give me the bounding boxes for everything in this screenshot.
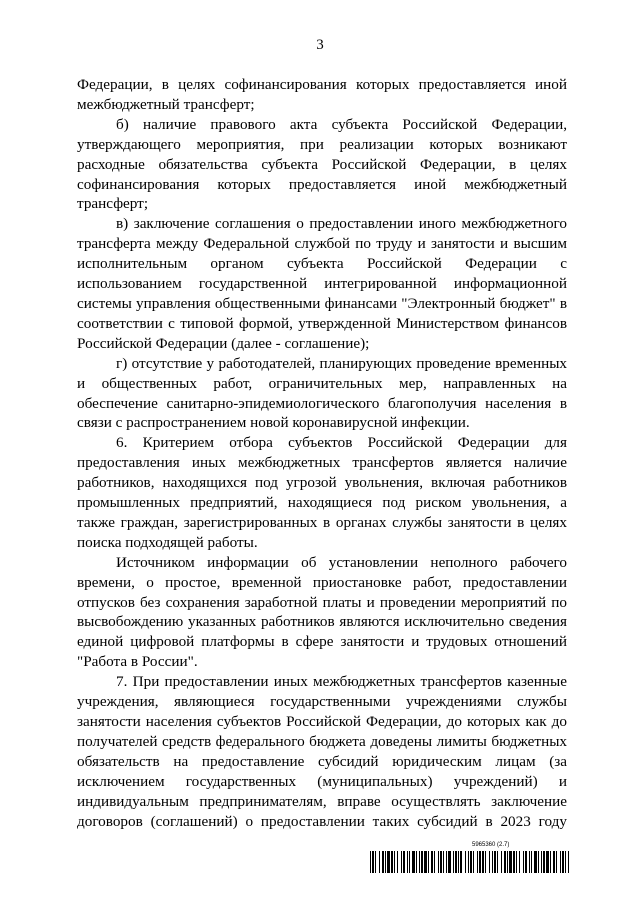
barcode-bar xyxy=(421,851,423,873)
barcode-bar xyxy=(458,851,459,873)
barcode-bar xyxy=(516,851,517,873)
barcode-bar xyxy=(504,851,506,873)
barcode-bar xyxy=(553,851,555,873)
barcode-bar xyxy=(397,851,398,873)
barcode-bar xyxy=(446,851,447,873)
barcode-bar xyxy=(538,851,539,873)
barcode-bar xyxy=(519,851,520,873)
barcode-bar xyxy=(375,851,376,873)
barcode-bar xyxy=(550,851,551,873)
paragraph-information-source: Источником информации об установлении неполного рабочего времени, о простое, временной приостановке работ, предоставлении отпусков без сохранения заработной платы и проведении мероприятий по высвобождению указанных работников являются исключительно сведения единой цифровой платформы в сфере занятости и трудовых отношений "Работа в России". xyxy=(77,553,567,671)
paragraph-v: в) заключение соглашения о предоставлении иного межбюджетного трансферта между Федеральной службой по труду и занятости и высшим исполнительным органом субъекта Российской Федерации с использованием государственной интегрированной информационной системы управления общественными финансами "Электронный бюджет" в соответствии с типовой формой, утвержденной Министерством финансов Российской Федерации (далее - соглашение); xyxy=(77,215,567,352)
barcode-bar xyxy=(448,851,451,873)
barcode-bar xyxy=(416,851,417,873)
barcode-bar xyxy=(507,851,508,873)
barcode-bar xyxy=(485,851,486,873)
barcode-bar xyxy=(443,851,444,873)
paragraph-continuation: Федерации, в целях софинансирования которых предоставляется иной межбюджетный трансферт; xyxy=(77,76,567,113)
barcode-bar xyxy=(523,851,524,873)
barcode-bar xyxy=(403,851,405,873)
barcode-bar xyxy=(379,851,380,873)
barcode-bar xyxy=(385,851,386,873)
barcode-bar xyxy=(391,851,393,873)
barcode-bar xyxy=(568,851,569,873)
barcode-bar xyxy=(424,851,427,873)
barcode-bar xyxy=(482,851,484,873)
barcode-bar xyxy=(534,851,537,873)
barcode-bar xyxy=(394,851,395,873)
barcode-bar xyxy=(509,851,512,873)
barcode-bar xyxy=(401,851,402,873)
barcode-bar xyxy=(565,851,566,873)
barcode-bar xyxy=(412,851,415,873)
barcode-image xyxy=(370,851,570,873)
barcode-bar xyxy=(465,851,466,873)
paragraph-g: г) отсутствие у работодателей, планирующих проведение временных и общественных работ, ограничительных мер, направленных на обеспечение санитарно-эпидемиологического благополучия населения в связи с распространением новой коронавирусной инфекции. xyxy=(77,354,567,432)
barcode-bar xyxy=(372,851,374,873)
barcode-bar xyxy=(370,851,371,873)
barcode-bar xyxy=(479,851,481,873)
barcode-bar xyxy=(541,851,542,873)
barcode-bar xyxy=(497,851,498,873)
barcode-bar xyxy=(513,851,515,873)
barcode-bar xyxy=(556,851,557,873)
barcode-bar xyxy=(382,851,384,873)
barcode-bar xyxy=(453,851,454,873)
barcode-bar xyxy=(455,851,457,873)
barcode-bar xyxy=(562,851,564,873)
document-body xyxy=(77,75,567,831)
barcode-bar xyxy=(438,851,439,873)
barcode-bar xyxy=(460,851,462,873)
barcode-bar xyxy=(409,851,410,873)
barcode-bar xyxy=(440,851,442,873)
barcode-bar xyxy=(468,851,469,873)
paragraph-7: 7. При предоставлении иных межбюджетных трансфертов казенные учреждения, являющиеся государственными учреждениями службы занятости населения субъектов Российской Федерации, до которых как до получателей средств федерального бюджета доведены лимиты бюджетных обязательств на предоставление субсидий юридическим лицам (за исключением государственных (муниципальных) учреждений) и индивидуальным предпринимателям, вправе осуществлять заключение договоров (соглашений) о предоставлении таких субсидий в 2023 году xyxy=(77,673,567,830)
barcode-bar xyxy=(529,851,530,873)
barcode-bar xyxy=(477,851,478,873)
barcode-bar xyxy=(387,851,390,873)
barcode-bar xyxy=(531,851,532,873)
barcode-bar xyxy=(501,851,502,873)
barcode-bar xyxy=(407,851,408,873)
paragraph-b: б) наличие правового акта субъекта Российской Федерации, утверждающего мероприятия, при реализации которых возникают расходные обязательства субъекта Российской Федерации, в целях софинансирования которых предоставляется иной межбюджетный трансферт; xyxy=(77,115,567,213)
barcode-bar xyxy=(560,851,561,873)
barcode-bar xyxy=(489,851,490,873)
document-code: 5965360 (2.7) xyxy=(472,842,510,848)
barcode-bar xyxy=(546,851,549,873)
barcode-bar xyxy=(494,851,496,873)
barcode-bar xyxy=(492,851,493,873)
barcode-bar xyxy=(434,851,435,873)
barcode-bar xyxy=(525,851,527,873)
barcode-bar xyxy=(543,851,545,873)
barcode-bar xyxy=(419,851,420,873)
barcode-bar xyxy=(431,851,433,873)
barcode-bar xyxy=(470,851,472,873)
barcode-bar xyxy=(428,851,429,873)
barcode-bar xyxy=(473,851,474,873)
page-number: 3 xyxy=(316,37,324,53)
paragraph-6: 6. Критерием отбора субъектов Российской Федерации для предоставления иных межбюджетных трансфертов является наличие работников, находящихся под угрозой увольнения, включая работников промышленных предприятий, находящиеся под риском увольнения, а также граждан, зарегистрированных в органах службы занятости в целях поиска подходящей работы. xyxy=(77,434,567,551)
